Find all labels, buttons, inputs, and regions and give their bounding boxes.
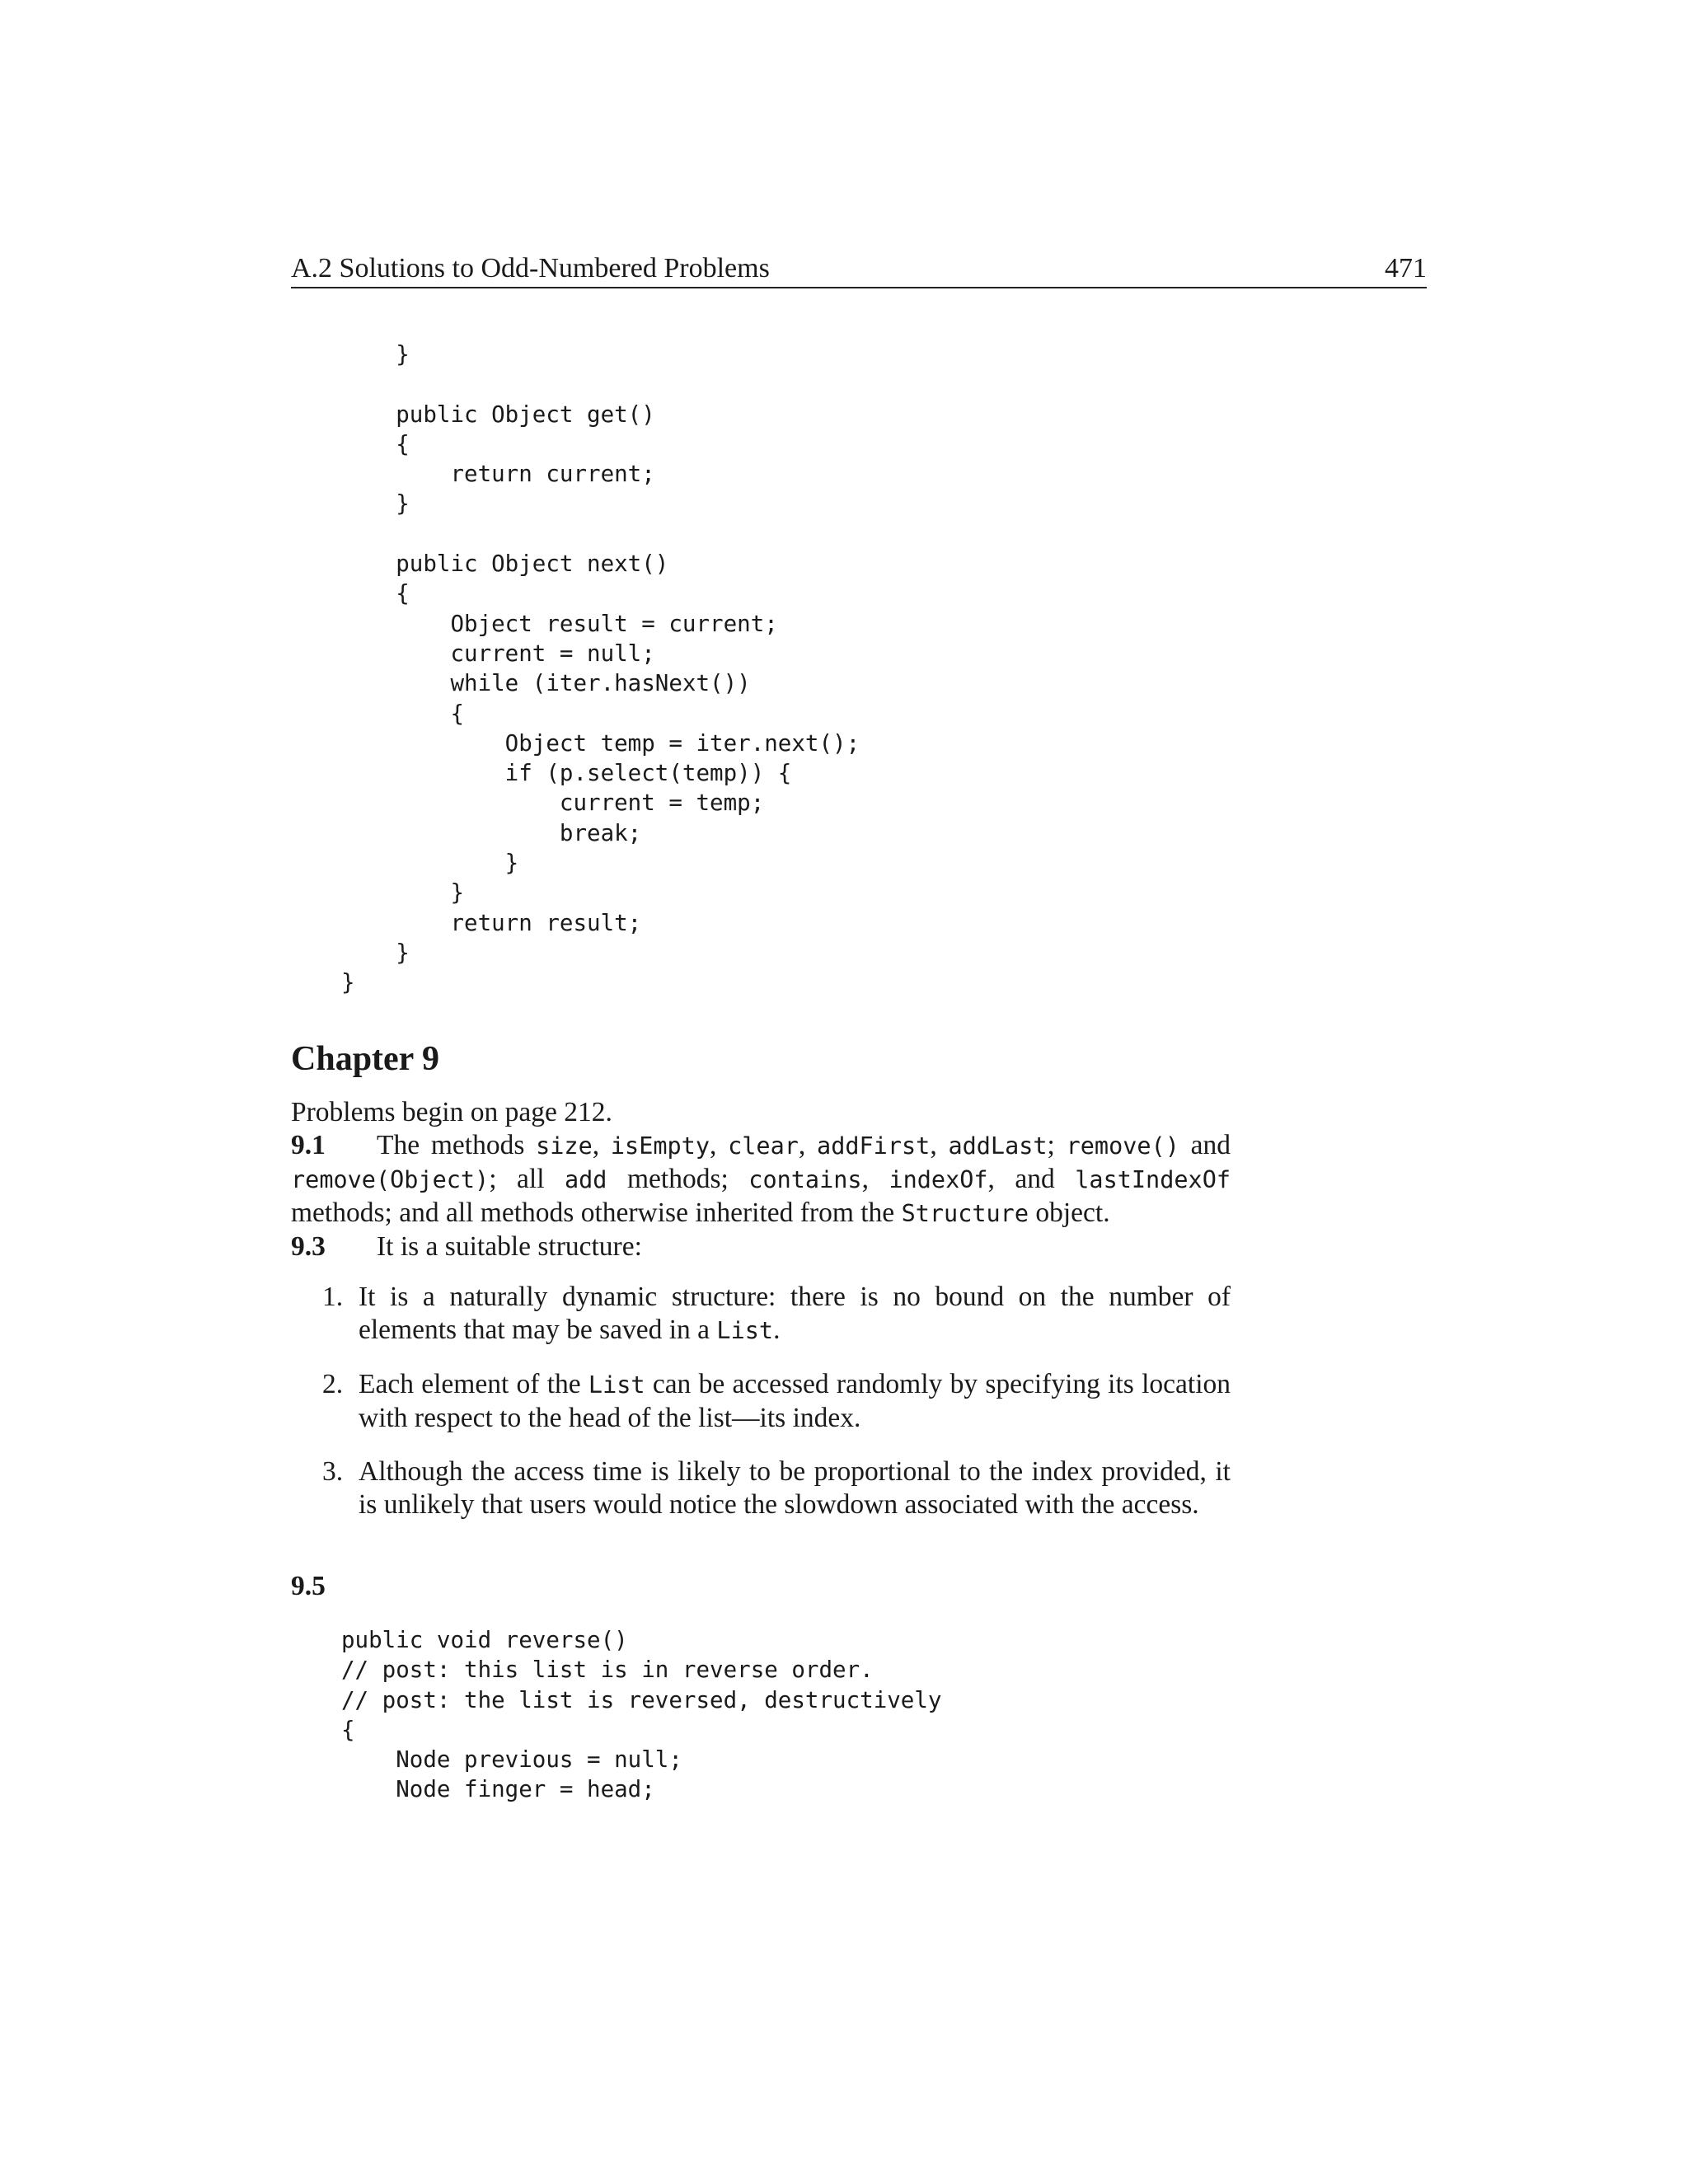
problem-number: 9.1 (291, 1130, 326, 1160)
problem-text: object. (1029, 1197, 1110, 1228)
code-line (341, 519, 860, 549)
code-line: while (iter.hasNext()) (341, 670, 751, 697)
list-text: can be accessed randomly by specifying its location with respect to the head of the list—its index. (359, 1369, 1231, 1433)
code-line: public Object get() (341, 401, 655, 428)
code-block-iterator (341, 340, 860, 998)
code-inline: List (716, 1317, 774, 1344)
chapter-body (291, 1096, 1231, 1263)
list-item (291, 1455, 1231, 1522)
code-inline: addLast (948, 1132, 1048, 1160)
code-line: Node previous = null; (341, 1746, 682, 1774)
code-inline: size (536, 1132, 593, 1160)
code-inline: List (588, 1371, 645, 1399)
code-line: } (341, 879, 465, 907)
code-line: if (p.select(temp)) { (341, 760, 792, 787)
code-line: current = null; (341, 640, 655, 667)
code-inline: Structure (901, 1200, 1029, 1227)
code-line: public Object next() (341, 551, 669, 578)
enumerated-list (291, 1281, 1231, 1543)
list-text: Each element of the (359, 1369, 588, 1399)
chapter-intro: Problems begin on page 212. (291, 1097, 612, 1127)
problem-text: , (930, 1130, 949, 1160)
list-text: It is a naturally dynamic structure: there is no bound on the number of elements that may be saved in a (359, 1282, 1231, 1345)
page-number: 471 (1385, 253, 1427, 284)
problem-number: 9.3 (291, 1231, 326, 1262)
list-item (291, 1281, 1231, 1347)
list-number: 1. (322, 1282, 344, 1312)
code-line: return current; (341, 461, 655, 488)
problem-text: , (592, 1130, 611, 1160)
code-line: } (341, 490, 410, 518)
code-line: } (341, 850, 519, 877)
code-inline: lastIndexOf (1075, 1166, 1231, 1193)
code-line: { (341, 700, 465, 727)
problem-9-5-label: 9.5 (291, 1571, 326, 1601)
problem-text: and (1179, 1130, 1231, 1160)
code-line: Object result = current; (341, 610, 778, 637)
code-inline: addFirst (817, 1132, 931, 1160)
problem-9-3 (291, 1230, 1231, 1263)
code-inline: remove() (1066, 1132, 1179, 1160)
problem-text: The methods (377, 1130, 537, 1160)
list-item (291, 1368, 1231, 1435)
list-text: Although the access time is likely to be proportional to the index provided, it is unlikely that users would notice the slowdown associated with the access. (359, 1456, 1231, 1520)
code-line: } (341, 969, 355, 996)
chapter-heading: Chapter 9 (291, 1040, 440, 1078)
code-block-reverse (341, 1625, 941, 1805)
problem-text: methods; and all methods otherwise inherited from the (291, 1197, 902, 1228)
list-number: 3. (322, 1456, 344, 1487)
code-line: } (341, 939, 410, 966)
problem-text: ; all (489, 1164, 565, 1194)
code-line: return result; (341, 909, 642, 936)
problem-9-1 (291, 1129, 1231, 1230)
code-line: Node finger = head; (341, 1776, 655, 1803)
code-line: { (341, 430, 410, 457)
code-line: // post: this list is in reverse order. (341, 1657, 874, 1684)
code-inline: add (564, 1166, 607, 1193)
code-inline: contains (748, 1166, 862, 1193)
section-title: A.2 Solutions to Odd-Numbered Problems (291, 253, 770, 284)
code-line: current = temp; (341, 790, 765, 817)
problem-text: , (861, 1164, 889, 1194)
list-number: 2. (322, 1369, 344, 1399)
code-line: // post: the list is reversed, destructively (341, 1686, 942, 1713)
problem-text: , and (987, 1164, 1076, 1194)
code-line: { (341, 1716, 355, 1743)
code-inline: isEmpty (610, 1132, 710, 1160)
code-line: { (341, 580, 410, 607)
code-line: Object temp = iter.next(); (341, 729, 860, 757)
problem-text: It is a suitable structure: (377, 1231, 642, 1262)
code-inline: clear (728, 1132, 799, 1160)
code-inline: indexOf (889, 1166, 988, 1193)
running-header (291, 251, 1427, 288)
code-inline: remove(Object) (291, 1166, 490, 1193)
problem-text: methods; (607, 1164, 749, 1194)
code-line (341, 369, 860, 399)
problem-text: , (798, 1130, 818, 1160)
code-line: } (341, 341, 410, 368)
problem-text: ; (1047, 1130, 1067, 1160)
list-text: . (773, 1315, 781, 1345)
code-line: public void reverse() (341, 1627, 628, 1653)
problem-text: , (709, 1130, 729, 1160)
code-line: break; (341, 819, 642, 846)
